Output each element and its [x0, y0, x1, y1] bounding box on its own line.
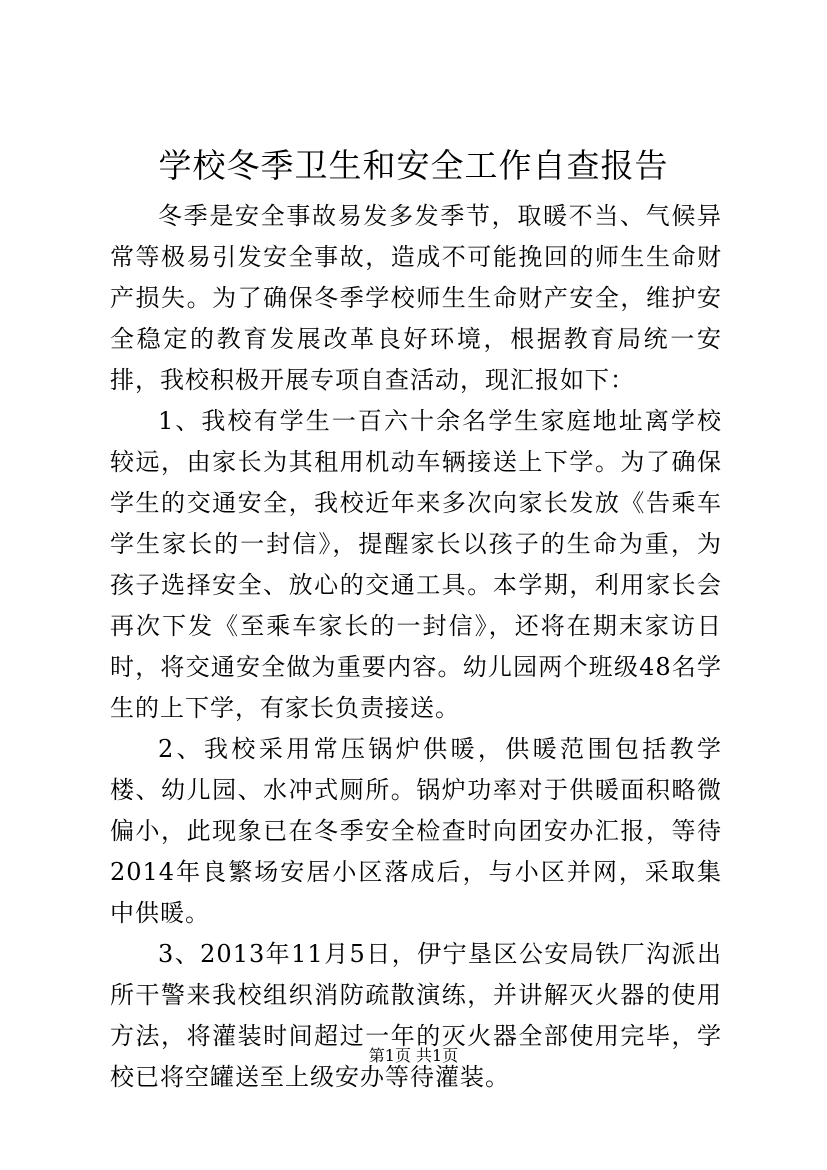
- paragraph-item-2: 2、我校采用常压锅炉供暖，供暖范围包括教学楼、幼儿园、水冲式厕所。锅炉功率对于供暖面积略微偏小，此现象已在冬季安全检查时向团安办汇报，等待2014年良繁场安居小区落成后，与小区并网，采取集中供暖。: [110, 735, 722, 927]
- paragraph-item-3: 3、2013年11月5日，伊宁垦区公安局铁厂沟派出所干警来我校组织消防疏散演练，并讲解灭火器的使用方法，将灌装时间超过一年的灭火器全部使用完毕，学校已将空罐送至上级安办等待灌装。: [110, 940, 722, 1091]
- page-footer: 第1页 共1页: [368, 1046, 459, 1065]
- paragraph-intro: 冬季是安全事故易发多发季节，取暖不当、气候异常等极易引发安全事故，造成不可能挽回的师生生命财产损失。为了确保冬季学校师生生命财产安全，维护安全稳定的教育发展改革良好环境，根据教育局统一安排，我校积极开展专项自查活动，现汇报如下：: [110, 202, 722, 394]
- paragraph-item-1: 1、我校有学生一百六十余名学生家庭地址离学校较远，由家长为其租用机动车辆接送上下学。为了确保学生的交通安全，我校近年来多次向家长发放《告乘车学生家长的一封信》，提醒家长以孩子的生命为重，为孩子选择安全、放心的交通工具。本学期，利用家长会再次下发《至乘车家长的一封信》，还将在期末家访日时，将交通安全做为重要内容。幼儿园两个班级48名学生的上下学，有家长负责接送。: [110, 407, 722, 722]
- document-body: [110, 196, 722, 1098]
- page-title: 学校冬季卫生和安全工作自查报告: [158, 146, 669, 185]
